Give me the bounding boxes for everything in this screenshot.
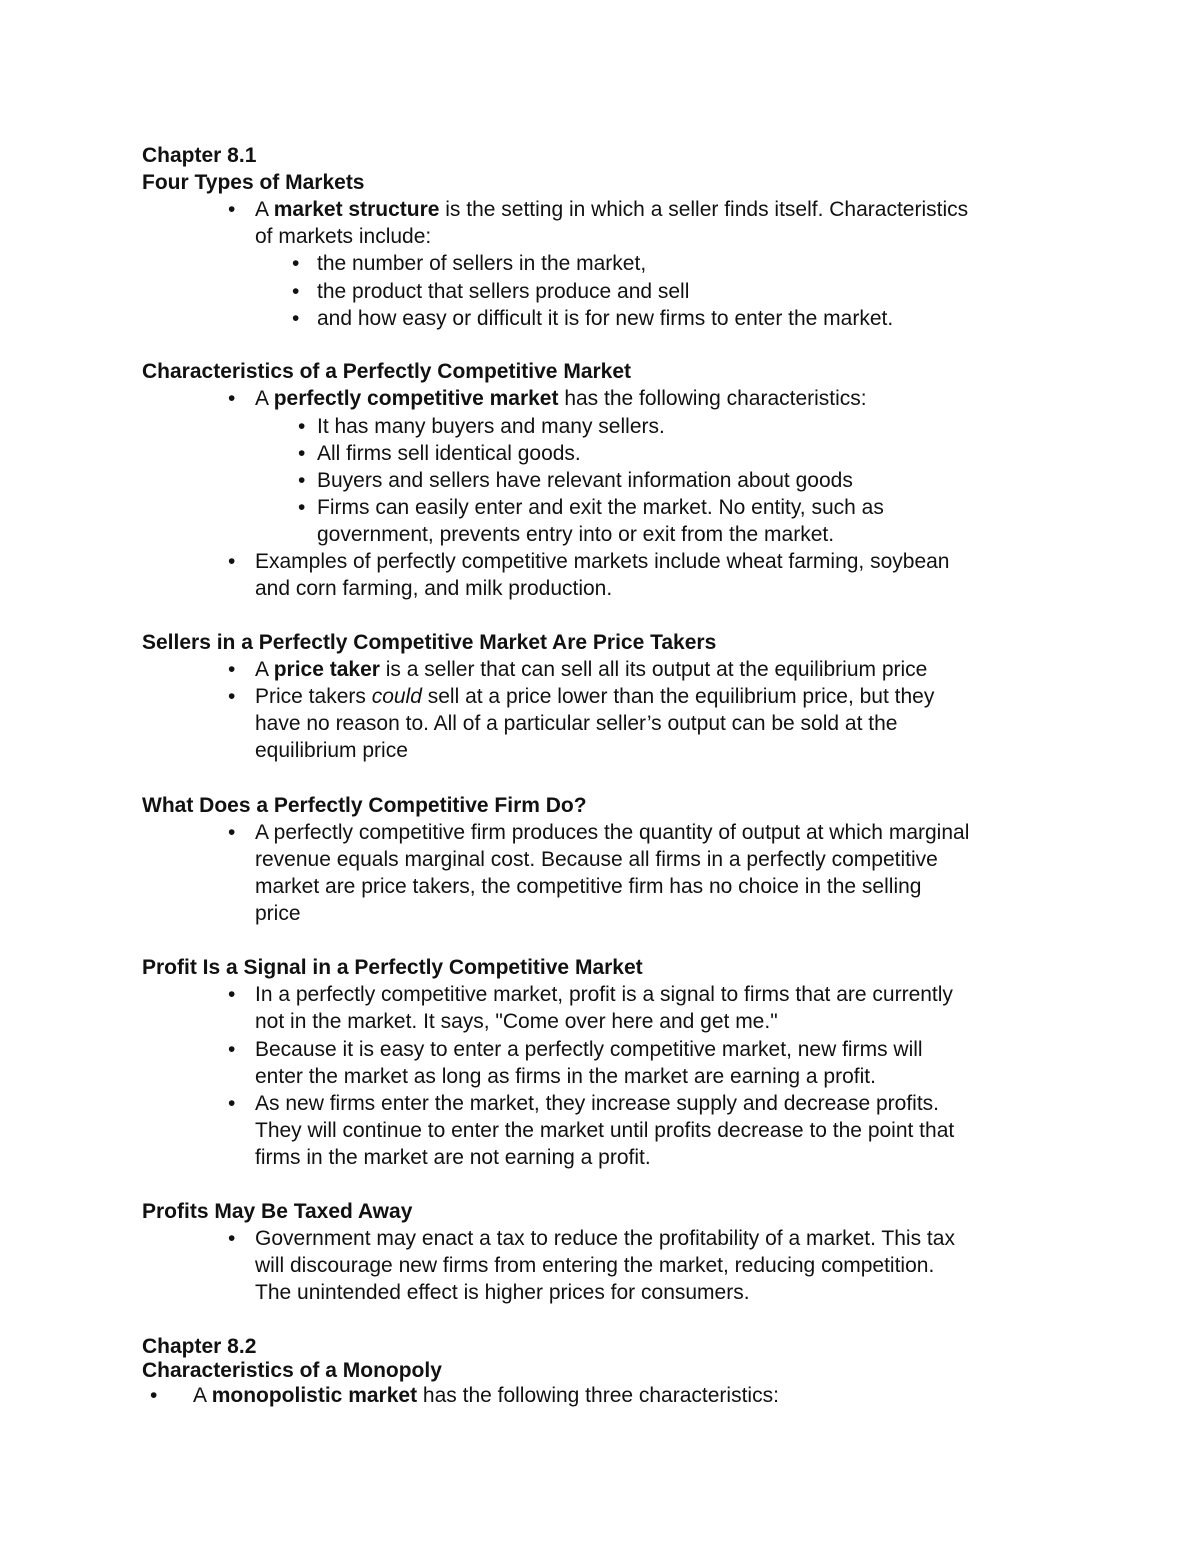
bullet-text-continued: equilibrium price [255, 739, 408, 762]
bullet-icon: • [228, 1227, 236, 1250]
bullet-text: Because it is easy to enter a perfectly competitive market, new firms will [255, 1038, 923, 1061]
section-title-firm-behavior: What Does a Perfectly Competitive Firm Do? [142, 794, 587, 817]
sub-bullet-text: the product that sellers produce and sell [317, 280, 690, 303]
bullet-icon: • [228, 1092, 236, 1115]
bullet-text: A perfectly competitive market has the following characteristics: [255, 387, 867, 410]
bold-term: price taker [273, 658, 380, 681]
section-title-price-takers: Sellers in a Perfectly Competitive Market Are Price Takers [142, 631, 717, 654]
bullet-icon: • [298, 496, 306, 519]
bullet-text-continued: and corn farming, and milk production. [255, 577, 613, 600]
bold-term: monopolistic market [211, 1384, 418, 1407]
bullet-text-continued: They will continue to enter the market until profits decrease to the point that [255, 1119, 955, 1142]
bullet-text-continued: have no reason to. All of a particular seller’s output can be sold at the [255, 712, 898, 735]
bullet-icon: • [228, 550, 236, 573]
bullet-text: As new firms enter the market, they increase supply and decrease profits. [255, 1092, 939, 1115]
chapter-heading: Chapter 8.2 [142, 1335, 257, 1358]
bullet-icon: • [292, 280, 300, 303]
bullet-text-continued: enter the market as long as firms in the market are earning a profit. [255, 1065, 876, 1088]
sub-bullet-text: Firms can easily enter and exit the market. No entity, such as [317, 496, 884, 519]
bullet-text: Government may enact a tax to reduce the profitability of a market. This tax [255, 1227, 955, 1250]
bullet-text: A market structure is the setting in which a seller finds itself. Characteristics [255, 198, 969, 221]
bold-term: perfectly competitive market [273, 387, 559, 410]
bullet-icon: • [228, 658, 236, 681]
bullet-icon: • [228, 983, 236, 1006]
sub-bullet-text: the number of sellers in the market, [317, 252, 647, 275]
section-title-profit-signal: Profit Is a Signal in a Perfectly Competitive Market [142, 956, 643, 979]
bullet-text-continued: market are price takers, the competitive firm has no choice in the selling [255, 875, 922, 898]
bullet-icon: • [292, 307, 300, 330]
sub-bullet-text-continued: government, prevents entry into or exit from the market. [317, 523, 835, 546]
bullet-text-continued: revenue equals marginal cost. Because all firms in a perfectly competitive [255, 848, 938, 871]
bullet-icon: • [298, 442, 306, 465]
bullet-text: A perfectly competitive firm produces the quantity of output at which marginal [255, 821, 970, 844]
section-title-monopoly: Characteristics of a Monopoly [142, 1359, 442, 1382]
section-title-four-types-of-markets: Four Types of Markets [142, 171, 365, 194]
section-title-taxed-away: Profits May Be Taxed Away [142, 1200, 413, 1223]
bullet-text: A monopolistic market has the following three characteristics: [193, 1384, 779, 1407]
bold-term: market structure [273, 198, 440, 221]
bullet-text-continued: of markets include: [255, 225, 432, 248]
bullet-icon: • [150, 1384, 158, 1407]
chapter-heading: Chapter 8.1 [142, 144, 257, 167]
bullet-text: A price taker is a seller that can sell all its output at the equilibrium price [255, 658, 928, 681]
bullet-icon: • [298, 469, 306, 492]
bullet-text-continued: firms in the market are not earning a profit. [255, 1146, 651, 1169]
sub-bullet-text: and how easy or difficult it is for new firms to enter the market. [317, 307, 894, 330]
sub-bullet-text: Buyers and sellers have relevant information about goods [317, 469, 853, 492]
sub-bullet-text: It has many buyers and many sellers. [317, 415, 665, 438]
bullet-text-continued: not in the market. It says, "Come over here and get me." [255, 1010, 778, 1033]
bullet-text: In a perfectly competitive market, profit is a signal to firms that are currently [255, 983, 953, 1006]
bullet-text-continued: price [255, 902, 301, 925]
bullet-text-continued: will discourage new firms from entering the market, reducing competition. [255, 1254, 935, 1277]
bullet-icon: • [228, 821, 236, 844]
bullet-icon: • [228, 387, 236, 410]
bullet-text: Price takers could sell at a price lower than the equilibrium price, but they [255, 685, 935, 708]
bullet-text: Examples of perfectly competitive markets include wheat farming, soybean [255, 550, 950, 573]
bullet-icon: • [298, 415, 306, 438]
bullet-icon: • [228, 198, 236, 221]
bullet-icon: • [228, 1038, 236, 1061]
bullet-icon: • [292, 252, 300, 275]
bullet-text-continued: The unintended effect is higher prices for consumers. [255, 1281, 750, 1304]
bullet-icon: • [228, 685, 236, 708]
sub-bullet-text: All firms sell identical goods. [317, 442, 581, 465]
italic-term: could [371, 685, 422, 708]
section-title-perfect-competition: Characteristics of a Perfectly Competitive Market [142, 360, 632, 383]
